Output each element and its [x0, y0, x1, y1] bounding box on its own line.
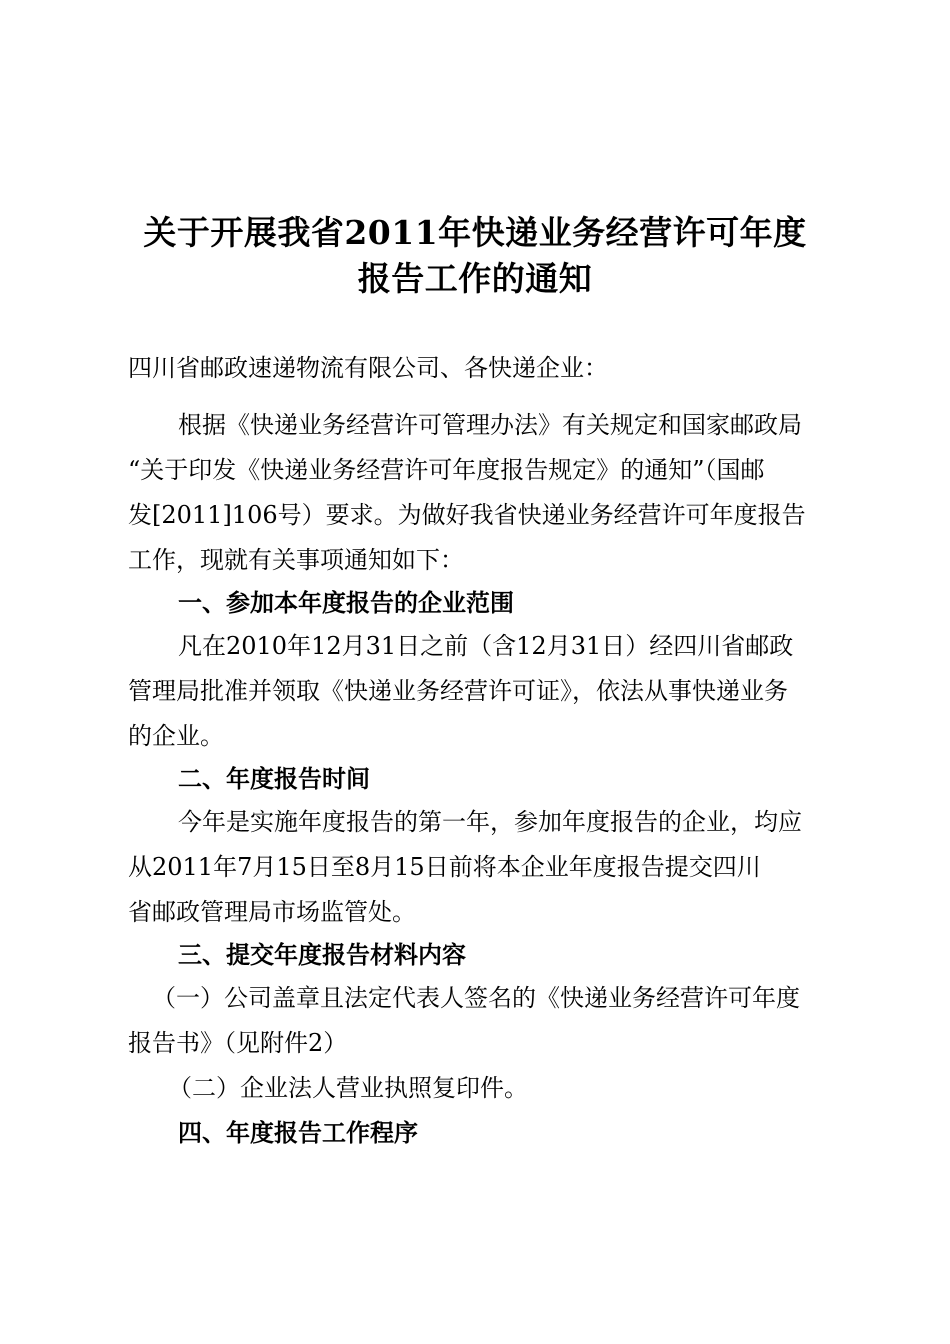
document-title-line-2: 报告工作的通知	[357, 259, 593, 298]
section-4-heading: 四、年度报告工作程序	[178, 1118, 418, 1147]
section-1-line-2: 管理局批准并领取《快递业务经营许可证》，依法从事快递业务	[128, 677, 788, 705]
section-3-line-2: 报告书》（见附件2）	[128, 1029, 348, 1057]
addressee: 四川省邮政速递物流有限公司、各快递企业：	[128, 354, 608, 382]
section-3-line-1: （一）公司盖章且法定代表人签名的《快递业务经营许可年度	[152, 984, 800, 1012]
section-3-heading: 三、提交年度报告材料内容	[178, 940, 466, 969]
intro-line-1: 根据《快递业务经营许可管理办法》有关规定和国家邮政局	[178, 411, 802, 439]
section-1-heading: 一、参加本年度报告的企业范围	[178, 588, 514, 617]
section-2-heading: 二、年度报告时间	[178, 764, 370, 793]
section-2-line-1: 今年是实施年度报告的第一年，参加年度报告的企业，均应	[178, 808, 802, 836]
section-2-line-2: 从2011年7月15日至8月15日前将本企业年度报告提交四川	[128, 853, 761, 881]
section-3-line-3: （二）企业法人营业执照复印件。	[168, 1074, 528, 1102]
document-title-line-1: 关于开展我省2011年快递业务经营许可年度	[143, 213, 807, 252]
section-1-line-1: 凡在2010年12月31日之前（含12月31日）经四川省邮政	[178, 632, 794, 660]
intro-line-3: 发[2011]106号）要求。为做好我省快递业务经营许可年度报告	[128, 501, 806, 529]
section-2-line-3: 省邮政管理局市场监管处。	[128, 898, 416, 926]
section-1-line-3: 的企业。	[128, 722, 224, 750]
intro-line-4: 工作，现就有关事项通知如下：	[128, 546, 464, 574]
intro-line-2: “关于印发《快递业务经营许可年度报告规定》的通知”（国邮	[128, 456, 765, 484]
